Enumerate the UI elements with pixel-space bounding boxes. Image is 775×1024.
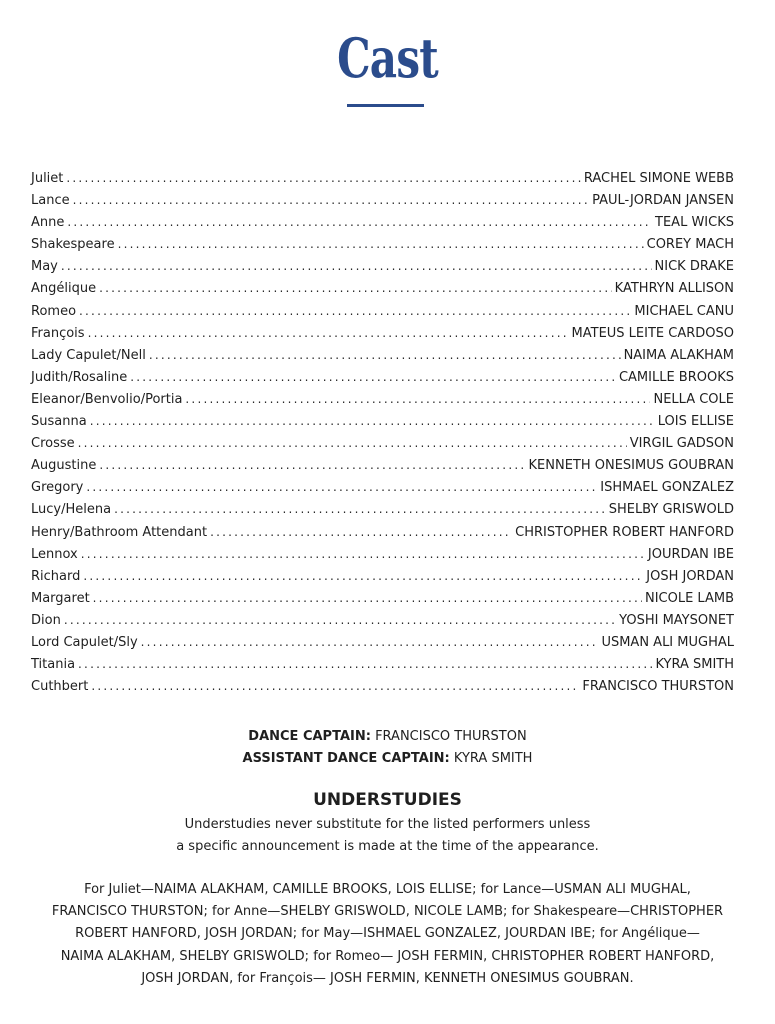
cast-actor: SHELBY GRISWOLD	[608, 502, 734, 518]
understudies-list-line: NAIMA ALAKHAM, SHELBY GRISWOLD; for Romeo— JOSH FERMIN, CHRISTOPHER ROBERT HANFORD,	[60, 948, 715, 964]
cast-role: Susanna	[31, 414, 87, 430]
understudies-list-line: ROBERT HANFORD, JOSH JORDAN; for May—ISHMAEL GONZALEZ, JOURDAN IBE; for Angélique—	[75, 926, 700, 942]
cast-row	[31, 591, 734, 613]
cast-actor: COREY MACH	[646, 237, 734, 253]
captains-section	[0, 726, 775, 770]
assistant-dance-captain-line	[0, 748, 775, 770]
understudies-note-line: a specific announcement is made at the time of the appearance.	[176, 839, 599, 854]
cast-row	[31, 215, 734, 237]
cast-role: Crosse	[31, 436, 75, 452]
cast-actor: JOURDAN IBE	[647, 546, 734, 562]
cast-row	[31, 657, 734, 679]
assistant-dance-captain-label: ASSISTANT DANCE CAPTAIN:	[242, 751, 450, 766]
cast-row	[31, 458, 734, 480]
cast-actor: ISHMAEL GONZALEZ	[600, 480, 734, 496]
dot-leader	[81, 547, 645, 561]
cast-actor: YOSHI MAYSONET	[619, 612, 734, 628]
dot-leader	[64, 613, 616, 627]
cast-row	[31, 237, 734, 259]
cast-row	[31, 502, 734, 524]
cast-role: Lucy/Helena	[31, 502, 112, 518]
understudies-list	[0, 879, 775, 990]
cast-actor: LOIS ELLISE	[657, 414, 734, 430]
cast-row	[31, 679, 734, 701]
title-underline	[347, 104, 424, 107]
cast-role: Augustine	[31, 458, 97, 474]
cast-row	[31, 613, 734, 635]
dot-leader	[99, 458, 525, 472]
dot-leader	[73, 193, 590, 207]
cast-actor: NICOLE LAMB	[644, 590, 734, 606]
dot-leader	[67, 215, 652, 229]
cast-row	[31, 547, 734, 569]
cast-actor: KYRA SMITH	[655, 657, 734, 673]
cast-role: Anne	[31, 215, 65, 231]
dot-leader	[61, 259, 652, 273]
cast-row	[31, 414, 734, 436]
cast-role: Margaret	[31, 590, 90, 606]
cast-actor: NELLA COLE	[653, 391, 734, 407]
cast-role: Lord Capulet/Sly	[31, 634, 138, 650]
cast-row	[31, 304, 734, 326]
dot-leader	[79, 304, 631, 318]
dot-leader	[130, 370, 616, 384]
dot-leader	[210, 525, 512, 539]
cast-list	[31, 171, 734, 701]
cast-role: Lady Capulet/Nell	[31, 347, 146, 363]
cast-role: Richard	[31, 568, 81, 584]
understudies-list-line: JOSH JORDAN, for François— JOSH FERMIN, KENNETH ONESIMUS GOUBRAN.	[141, 970, 634, 986]
dot-leader	[83, 569, 643, 583]
dot-leader	[78, 436, 627, 450]
cast-actor: TEAL WICKS	[655, 215, 734, 231]
cast-role: Shakespeare	[31, 237, 115, 253]
cast-actor: MATEUS LEITE CARDOSO	[571, 325, 734, 341]
cast-role: Gregory	[31, 480, 84, 496]
understudies-note-line: Understudies never substitute for the listed performers unless	[184, 817, 591, 832]
cast-role: Romeo	[31, 303, 77, 319]
dot-leader	[141, 635, 599, 649]
cast-role: Eleanor/Benvolio/Portia	[31, 391, 183, 407]
dot-leader	[149, 348, 621, 362]
dot-leader	[86, 480, 597, 494]
cast-role: Judith/Rosaline	[31, 369, 128, 385]
cast-actor: NAIMA ALAKHAM	[623, 347, 734, 363]
cast-actor: RACHEL SIMONE WEBB	[583, 171, 734, 186]
cast-role: François	[31, 325, 85, 341]
cast-actor: JOSH JORDAN	[646, 568, 734, 584]
cast-actor: USMAN ALI MUGHAL	[601, 634, 734, 650]
cast-row	[31, 436, 734, 458]
cast-row	[31, 171, 734, 193]
cast-row	[31, 326, 734, 348]
dot-leader	[78, 657, 652, 671]
dot-leader	[99, 281, 612, 295]
cast-row	[31, 193, 734, 215]
cast-role: Cuthbert	[31, 679, 89, 695]
dot-leader	[88, 326, 569, 340]
cast-actor: KATHRYN ALLISON	[614, 281, 734, 297]
dance-captain-name: FRANCISCO THURSTON	[375, 729, 527, 744]
cast-actor: FRANCISCO THURSTON	[582, 679, 734, 695]
cast-role: Lennox	[31, 546, 78, 562]
understudies-heading: UNDERSTUDIES	[313, 790, 462, 810]
cast-role: Henry/Bathroom Attendant	[31, 524, 208, 540]
page-title: Cast	[337, 26, 438, 90]
understudies-note	[0, 814, 775, 858]
cast-actor: MICHAEL CANU	[634, 303, 734, 319]
cast-row	[31, 259, 734, 281]
cast-actor: NICK DRAKE	[654, 259, 734, 275]
dance-captain-label: DANCE CAPTAIN:	[248, 729, 371, 744]
assistant-dance-captain-name: KYRA SMITH	[453, 751, 533, 766]
cast-actor: VIRGIL GADSON	[629, 436, 734, 452]
cast-role: Juliet	[31, 171, 64, 186]
cast-row	[31, 370, 734, 392]
cast-row	[31, 281, 734, 303]
dance-captain-line	[0, 726, 775, 748]
cast-role: May	[31, 259, 58, 275]
cast-row	[31, 569, 734, 591]
cast-actor: KENNETH ONESIMUS GOUBRAN	[528, 458, 734, 474]
dot-leader	[185, 392, 650, 406]
dot-leader	[66, 171, 580, 185]
cast-actor: CAMILLE BROOKS	[618, 369, 734, 385]
dot-leader	[90, 414, 655, 428]
cast-role: Dion	[31, 612, 61, 628]
dot-leader	[114, 502, 606, 516]
cast-row	[31, 392, 734, 414]
cast-row	[31, 635, 734, 657]
cast-actor: PAUL-JORDAN JANSEN	[592, 193, 734, 209]
cast-row	[31, 525, 734, 547]
dot-leader	[93, 591, 642, 605]
dot-leader	[91, 679, 579, 693]
dot-leader	[118, 237, 644, 251]
understudies-list-line: For Juliet—NAIMA ALAKHAM, CAMILLE BROOKS, LOIS ELLISE; for Lance—USMAN ALI MUGHAL,	[84, 882, 691, 897]
understudies-list-line: FRANCISCO THURSTON; for Anne—SHELBY GRISWOLD, NICOLE LAMB; for Shakespeare—CHRISTOPHER	[51, 904, 724, 920]
cast-actor: CHRISTOPHER ROBERT HANFORD	[515, 524, 734, 540]
cast-row	[31, 348, 734, 370]
cast-role: Lance	[31, 193, 70, 209]
cast-row	[31, 480, 734, 502]
cast-role: Titania	[31, 657, 76, 673]
cast-role: Angélique	[31, 281, 97, 297]
